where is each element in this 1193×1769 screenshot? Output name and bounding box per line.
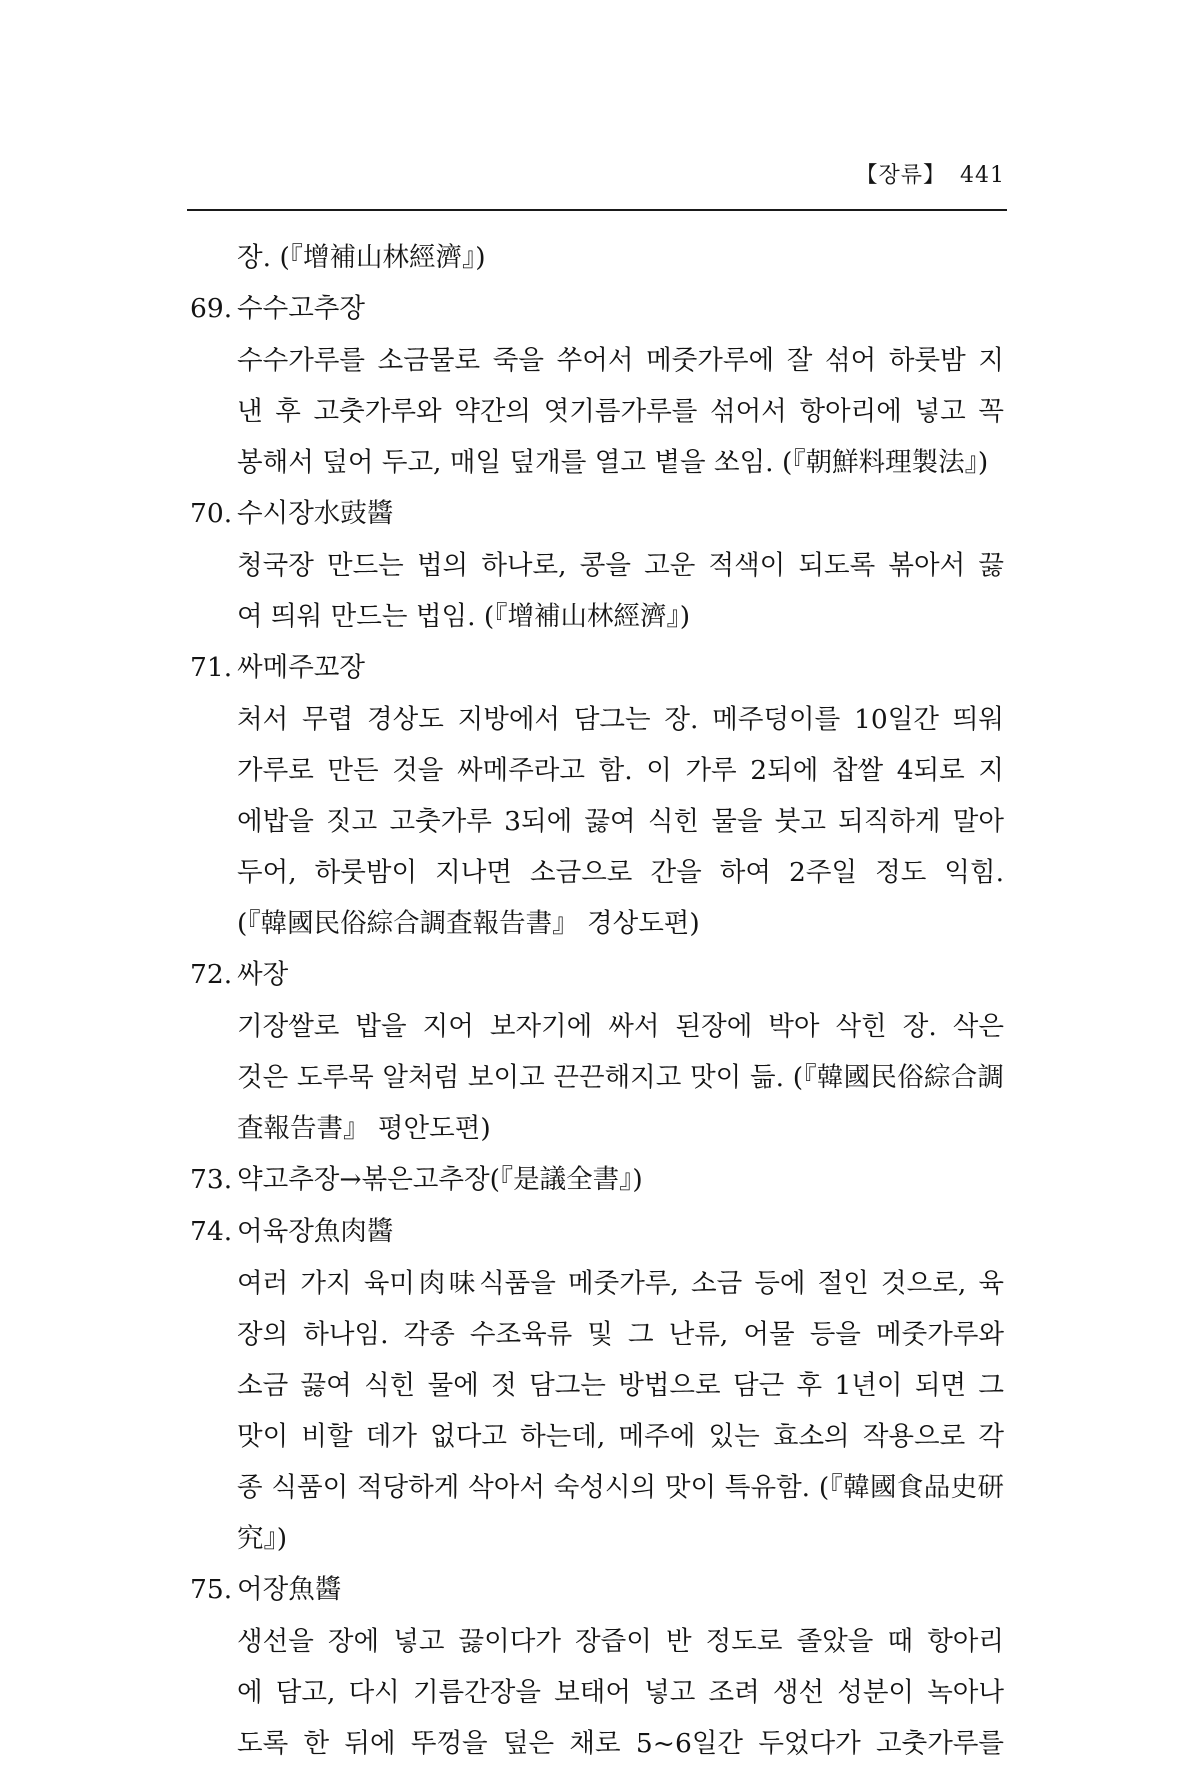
entry-74 [190,1206,1004,1564]
entry-text-line: 究』) [237,1523,288,1554]
entry-69 [190,283,1004,488]
entry-text-line: 종 식품이 적당하게 삭아서 숙성시의 맛이 특유함. (『韓國食品史研 [237,1472,1004,1503]
entry-title: 어장魚醬 [237,1574,342,1605]
entry-number: 70. [190,498,233,529]
entry-number: 69. [190,293,233,324]
entry-heading [190,1206,1004,1258]
entry-number: 72. [190,959,233,990]
entry-text-line: 수수가루를 소금물로 죽을 쑤어서 메줏가루에 잘 섞어 하룻밤 지 [237,345,1004,376]
header-rule [187,209,1007,211]
page-body [190,232,1004,1769]
entry-text-line: 두어, 하룻밤이 지나면 소금으로 간을 하여 2주일 정도 익힘. [237,857,1004,888]
entry-title: 싸메주꼬장 [237,652,365,683]
entry-text-line: 것은 도루묵 알처럼 보이고 끈끈해지고 맛이 듦. (『韓國民俗綜合調 [237,1062,1004,1093]
entry-number: 75. [190,1574,233,1605]
entry-text-line: 도록 한 뒤에 뚜껑을 덮은 채로 5~6일간 두었다가 고춧가루를 [237,1728,1004,1759]
entry-heading [190,283,1004,335]
entry-70 [190,488,1004,642]
entry-text-line: 에밥을 짓고 고춧가루 3되에 끓여 식힌 물을 붓고 되직하게 말아 [237,806,1004,837]
entry-text-line: 소금 끓여 식힌 물에 젓 담그는 방법으로 담근 후 1년이 되면 그 [237,1370,1004,1401]
entry-text-line: 처서 무렵 경상도 지방에서 담그는 장. 메주덩이를 10일간 띄워 [237,704,1004,735]
section-title: 【장류】 [855,163,946,188]
entry-title: 싸장 [237,959,289,990]
entry-72 [190,949,1004,1154]
entry-text-line: 기장쌀로 밥을 지어 보자기에 싸서 된장에 박아 삭힌 장. 삭은 [237,1011,1004,1042]
entry-text-line: 낸 후 고춧가루와 약간의 엿기름가루를 섞어서 항아리에 넣고 꼭 [237,396,1004,427]
entry-text-line: 가루로 만든 것을 싸메주라고 함. 이 가루 2되에 찹쌀 4되로 지 [237,755,1004,786]
entry-title: 약고추장→볶은고추장(『是議全書』) [237,1164,643,1195]
entry-text-line: (『韓國民俗綜合調査報告書』 경상도편) [237,908,700,939]
entry-text-line: 청국장 만드는 법의 하나로, 콩을 고운 적색이 되도록 볶아서 끓 [237,550,1004,581]
entry-text-line: 생선을 장에 넣고 끓이다가 장즙이 반 정도로 졸았을 때 항아리 [237,1626,1004,1657]
entry-number: 74. [190,1216,233,1247]
entry-heading [190,1564,1004,1616]
running-header [855,158,1005,189]
entry-text-line: 여러 가지 육미肉味식품을 메줏가루, 소금 등에 절인 것으로, 육 [237,1268,1004,1299]
entry-title: 수수고추장 [237,293,365,324]
entry-heading [190,1154,1004,1206]
entry-title: 수시장水豉醬 [237,498,394,529]
entry-number: 73. [190,1164,233,1195]
entry-75 [190,1564,1004,1769]
entry-73 [190,1154,1004,1206]
entry-heading [190,949,1004,1001]
entry-text-line: 장의 하나임. 각종 수조육류 및 그 난류, 어물 등을 메줏가루와 [237,1319,1004,1350]
entry-title: 어육장魚肉醬 [237,1216,394,1247]
entry-text-line: 査報告書』 평안도편) [237,1113,491,1144]
entry-text-line: 봉해서 덮어 두고, 매일 덮개를 열고 볕을 쏘임. (『朝鮮料理製法』) [237,447,989,478]
entry-heading [190,488,1004,540]
page-number: 441 [960,163,1005,188]
entry-text-line: 에 담고, 다시 기름간장을 보태어 넣고 조려 생선 성분이 녹아나 [237,1677,1004,1708]
entry-71 [190,642,1004,949]
entry-text-line: 여 띄워 만드는 법임. (『增補山林經濟』) [237,601,691,632]
entry-heading [190,642,1004,694]
entry-text-line: 맛이 비할 데가 없다고 하는데, 메주에 있는 효소의 작용으로 각 [237,1421,1004,1452]
entry-number: 71. [190,652,233,683]
continuation-line: 장. (『增補山林經濟』) [237,242,486,273]
